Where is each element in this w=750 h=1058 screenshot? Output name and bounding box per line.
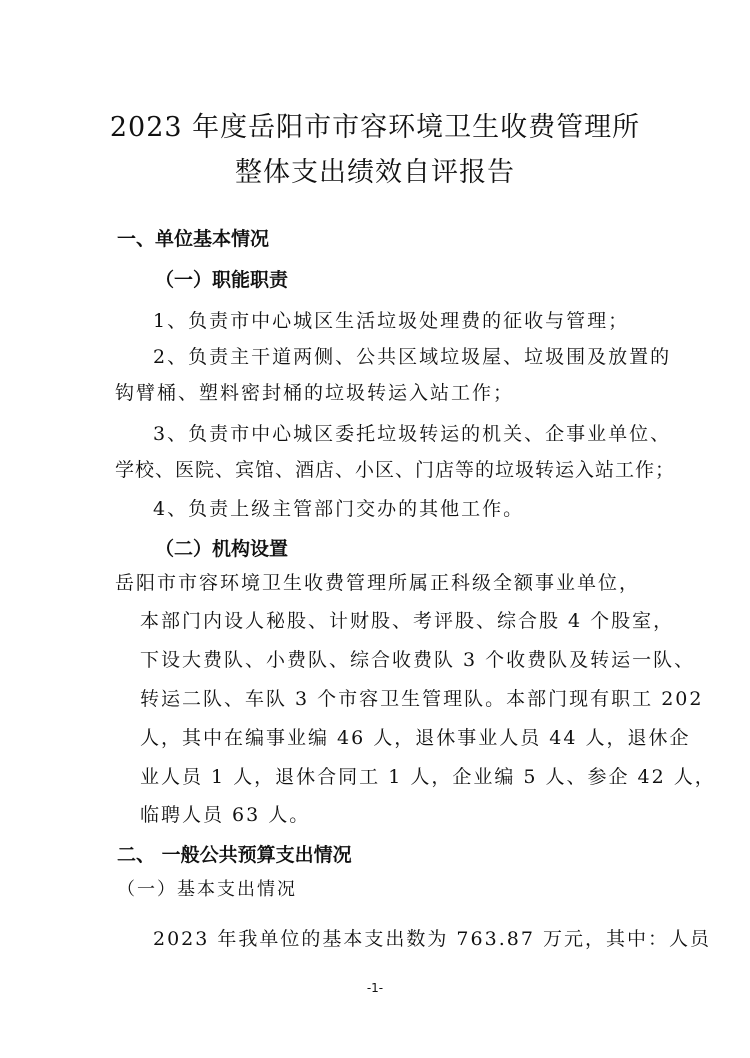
section-2-heading: 二、 一般公共预算支出情况 <box>117 844 352 866</box>
duty-item-2-cont: 钩臂桶、塑料密封桶的垃圾转运入站工作； <box>115 382 515 404</box>
report-title-line-2: 整体支出绩效自评报告 <box>235 157 515 188</box>
duty-item-2: 2、负责主干道两侧、公共区域垃圾屋、垃圾围及放置的 <box>153 346 672 368</box>
org-line-6: 业人员 1 人，退休合同工 1 人，企业编 5 人、参企 42 人， <box>140 766 716 788</box>
duty-item-4: 4、负责上级主管部门交办的其他工作。 <box>153 498 525 520</box>
section-1-1-heading: （一）职能职责 <box>155 269 289 291</box>
section-2-1-heading: （一）基本支出情况 <box>117 879 297 900</box>
org-line-4: 转运二队、车队 3 个市容卫生管理队。本部门现有职工 202 <box>140 688 704 710</box>
page-number: -1- <box>366 981 384 995</box>
org-line-5: 人，其中在编事业编 46 人，退休事业人员 44 人，退休企 <box>140 727 691 749</box>
report-title-line-1: 2023 年度岳阳市市容环境卫生收费管理所 <box>109 112 641 143</box>
basic-expenditure-line-1: 2023 年我单位的基本支出数为 763.87 万元，其中：人员 <box>153 928 711 950</box>
section-1-2-heading: （二）机构设置 <box>155 538 289 560</box>
duty-item-3: 3、负责市中心城区委托垃圾转运的机关、企事业单位、 <box>153 423 672 445</box>
org-line-7: 临聘人员 63 人。 <box>140 804 311 826</box>
org-line-1: 岳阳市市容环境卫生收费管理所属正科级全额事业单位， <box>115 572 641 594</box>
org-line-3: 下设大费队、小费队、综合收费队 3 个收费队及转运一队、 <box>140 649 696 671</box>
duty-item-3-cont: 学校、医院、宾馆、酒店、小区、门店等的垃圾转运入站工作； <box>115 459 676 481</box>
org-line-2: 本部门内设人秘股、计财股、考评股、综合股 4 个股室， <box>140 610 675 632</box>
duty-item-1: 1、负责市中心城区生活垃圾处理费的征收与管理； <box>153 310 630 332</box>
section-1-heading: 一、单位基本情况 <box>117 228 270 250</box>
